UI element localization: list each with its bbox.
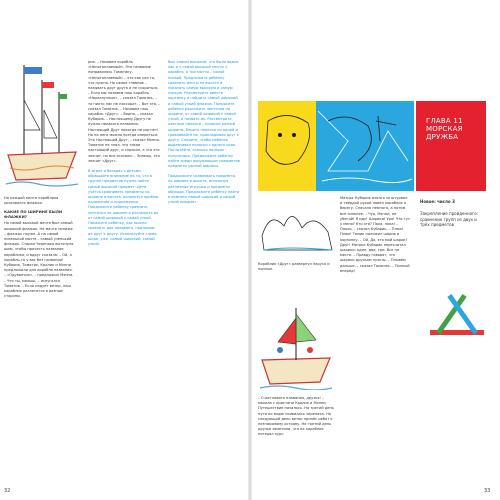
right-col-2 — [340, 196, 410, 274]
story-text-right-2: Матрос Кубарик взялся за штурвал и твёрдой рукой повёл кораблик к берегу. Сначала немного, а потом все сильнее. – Чур, Мэнни, не убегай! Я иду! Шарики! Ура! Что тут у меня? Кто это? Пока, пока! – Плохо, – сказал Кубарик, – Плюх! Плюх! Томик положил шарик в корзинку. – Ой, Да, это мой шарик! Друг! Матрос Кубарик пересчитал шарики: один, два, три. Все на месте. – Правду говорят, что шарики друзьям нужны. – Плывём дальше, – сказал Томатик. – Полный вперёд! — [340, 196, 410, 273]
method-text: был самым высоким, что было видно как и у самой высокой мачты у корабля, а три мачты – самой низкой. Предложите ребёнку сравнить мачты по высоте и показать самую высокую и самую низкую. Рассмотрите вместе картинку и найдите самый широкий и самый узкий флажок. Попросите ребёнка разложить ленточки по ширине, от самой широкой к самой узкой, и назвать их. Рассмотрите цветные полоски – полоски разной ширины. Берите полоски по одной и сравнивайте их, прикладывая друг к другу. Следите, чтобы ребёнок выравнивал полоски с одного края. Посчитайте, сколько полосок получилось. Предложите ребёнку найти среди окружающих предметов предметы разной ширины. — [168, 60, 240, 169]
left-page-column-3 — [168, 60, 240, 205]
chapter-title: ГЛАВА 11 МОРСКАЯ ДРУЖБА — [426, 117, 463, 141]
sea-scene-illustration — [258, 101, 414, 191]
ship-illustration — [4, 60, 80, 190]
story-text-right: – Счастливого плавания, друзья! – махала с пристани Кролик и Мэнни. Путешествие началось. На третий день пути по морю появилась черепаха. На следующий день ветер принёс ребят к незнакомому острову. На третий день друзья заметили, что их кораблик потерял курс. — [258, 396, 334, 437]
ship-caption-2: Кораблик «Друг» развернул паруса и поплыл. — [258, 262, 330, 272]
chapter-header — [416, 101, 486, 191]
left-page — [0, 0, 248, 500]
island-illustration — [258, 196, 338, 256]
review-text: Закрепление пройденного: сравнение групп из двух и трёх предметов — [420, 211, 479, 228]
question-heading: КАКИЕ ПО ШИРИНЕ БЫЛИ ФЛАЖКИ? — [4, 209, 63, 220]
right-col-1 — [258, 262, 334, 274]
left-col-text: На самой высокой мачте был самый широкий флажок. На мачте пониже – флажок поуже. А на самой низенькой мачте – самый узенький флажок. Старая Черепаха вытянула шею, чтобы прочесть название кораблика, и вдруг сказала: – Ой, а корабль-то у вас без названия! Кубарик, Томатик, Кролик и Мэнни предложили для корабля названия. – «Одуванчик», – предложил Мэнни. – Что ты, малыш, – испугался Томатик. – Если подует ветер, наш кораблик разлетится в разные стороны. — [4, 221, 74, 299]
page-number-left: 32 — [4, 488, 11, 494]
ship-caption — [4, 196, 74, 299]
colored-sticks-illustration — [424, 282, 490, 348]
ship-illustration-2 — [258, 300, 334, 390]
new-topic — [420, 199, 486, 205]
story-text: рик. – Назовем корабль «Непотопляемый». Это название понравилось Томатику. «Непотопляемый» – это как раз то, что нужно. Но самое главное – называть друг друга и не ссориться. – Если мы назовем наш корабль «Неразлучные», – сказал Томатик, – то никто нас не поссорит. – Вот это, – сказал Томатик. – Назовем наш корабль «Друг». – Верно, – сказал Кубарик. – Настоящему Другу не нужно никакого названия. Настоящий Друг никогда не рыгнет! Но на него можно всегда опереться. Это Настоящий Друг, – сказал Мэнни. Томатик не знал, что такое настоящий друг, и спросил, а что это значит, но все сказали: – Знаешь, это значит «Друг». — [88, 60, 160, 163]
parent-note: В играх и беседах с детьми обращайте внимание на то, что в группе предметов нужно найти самый высокий предмет. Дети учатся сравнивать предметы по ширине и высоте, используя приёмы наложения и приложения. Предложите ребёнку сравнить ленточки по ширине и разложить их от самой широкой к самой узкой. Покажите ребёнку, как можно сравнить два предмета, приложив их друг к другу. Используйте слова: шире, уже, самый широкий, самый узкий. — [88, 169, 159, 246]
page-number-right: 33 — [484, 488, 491, 494]
method-task: Продолжите сравнивать предметы по ширине и высоте, используя различные игрушки и предметы обихода. Предложите ребёнку найти в комнате самый широкий и самый узкий предмет. — [168, 174, 240, 205]
caption-text: На каждой мачте кораблика красовался флажок. — [4, 196, 59, 206]
new-topic-label: Новое: число 3 — [420, 199, 455, 204]
right-col-1-text — [258, 396, 334, 438]
left-page-column-2 — [88, 60, 160, 247]
